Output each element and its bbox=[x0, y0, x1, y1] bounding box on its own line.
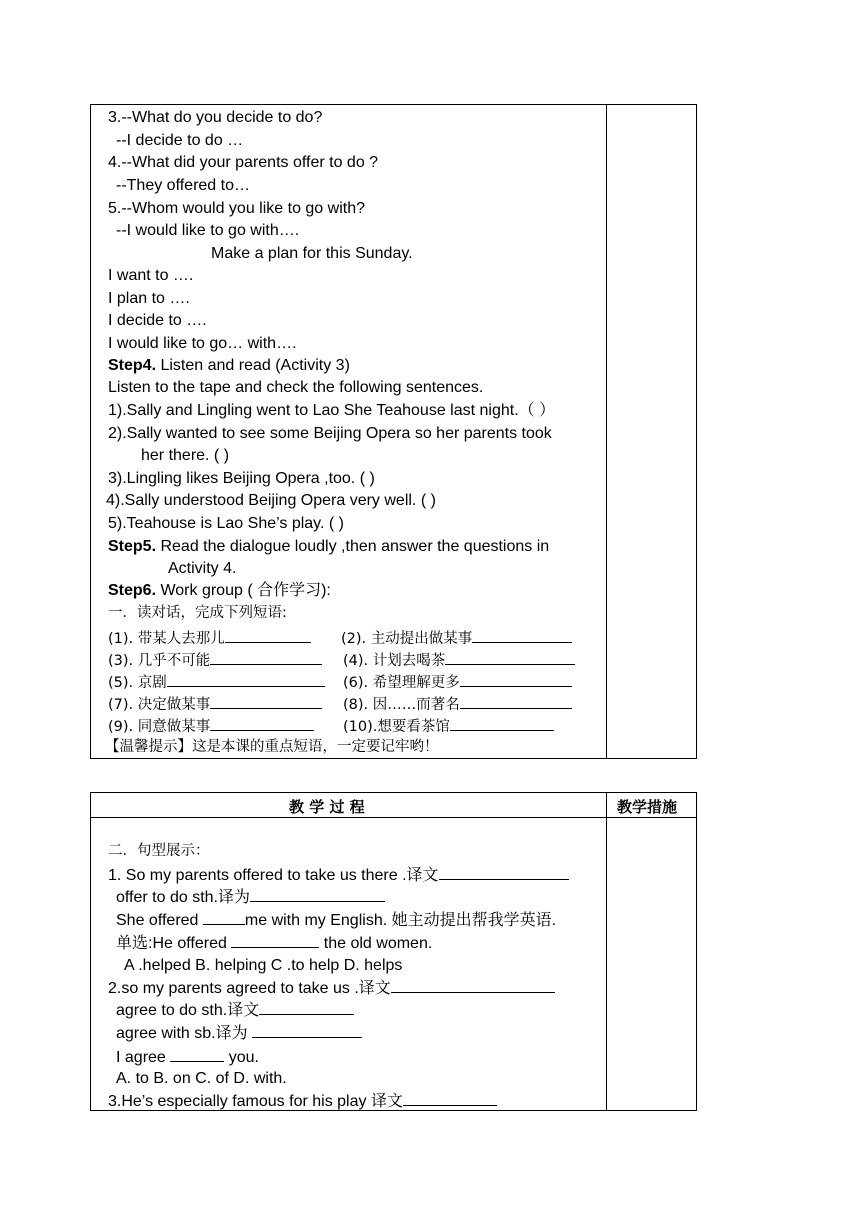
check-sentence: 5).Teahouse is Lao She’s play. ( ) bbox=[108, 515, 344, 532]
check-sentence: 3).Lingling likes Beijing Opera ,too. ( ) bbox=[108, 470, 375, 487]
phrase-text: (9). 同意做某事 bbox=[108, 719, 211, 735]
question-4: 4.--What did your parents offer to do ? bbox=[108, 154, 379, 171]
plan-heading: Make a plan for this Sunday. bbox=[211, 245, 413, 262]
header-teaching-process: 教 学 过 程 bbox=[289, 798, 365, 816]
tip-text: 【温馨提示】这是本课的重点短语，一定要记牢哟！ bbox=[105, 739, 439, 755]
answer-blank[interactable] bbox=[472, 627, 572, 643]
check-sentence: 4).Sally understood Beijing Opera very well. ( ) bbox=[106, 492, 436, 509]
header-divider bbox=[91, 817, 696, 818]
phrase-text: (3). 几乎不可能 bbox=[108, 653, 211, 669]
plan-line: I plan to …. bbox=[108, 290, 190, 307]
sentence-text: 单选:He offered bbox=[116, 935, 232, 952]
answer-blank[interactable] bbox=[231, 932, 319, 948]
plan-line: I would like to go… with…. bbox=[108, 335, 297, 352]
section-title: 二．句型展示： bbox=[108, 843, 210, 859]
phrase-text: (4). 计划去喝茶 bbox=[343, 653, 446, 669]
answer-4: --They offered to… bbox=[116, 177, 250, 194]
step5-cont: Activity 4. bbox=[168, 560, 237, 577]
sentence-line bbox=[116, 1022, 362, 1044]
sentence-line bbox=[116, 1046, 259, 1068]
check-sentence: 2).Sally wanted to see some Beijing Opera so her parents took bbox=[108, 425, 552, 442]
step5-text: Read the dialogue loudly ,then answer the questions in bbox=[160, 538, 550, 555]
answer-blank[interactable] bbox=[403, 1090, 497, 1106]
sentence-text: 3.He’s especially famous for his play 译文 bbox=[108, 1093, 403, 1110]
sentence-text: the old women. bbox=[323, 935, 433, 952]
sentence-text: you. bbox=[228, 1049, 259, 1066]
answer-blank[interactable] bbox=[439, 864, 569, 880]
phrase-text: (10).想要看茶馆 bbox=[343, 719, 450, 735]
phrase-item bbox=[343, 715, 554, 737]
step5-label: Step5. bbox=[108, 538, 157, 555]
sentence-text: I agree bbox=[116, 1049, 171, 1066]
answer-blank[interactable] bbox=[170, 1046, 224, 1062]
step4-line bbox=[108, 356, 350, 376]
sentence-line bbox=[116, 886, 385, 908]
phrase-item bbox=[108, 671, 325, 693]
lesson-table-top bbox=[90, 104, 697, 759]
answer-blank[interactable] bbox=[445, 649, 575, 665]
plan-line: I decide to …. bbox=[108, 312, 207, 329]
phrase-item bbox=[108, 649, 322, 671]
sentence-text: She offered bbox=[116, 912, 203, 929]
step6-line bbox=[108, 581, 331, 601]
plan-line: I want to …. bbox=[108, 267, 194, 284]
phrase-item bbox=[108, 715, 314, 737]
phrase-text: (8). 因……而著名 bbox=[343, 697, 460, 713]
column-divider bbox=[606, 793, 607, 1110]
step4-text: Listen and read (Activity 3) bbox=[160, 357, 350, 374]
check-sentence: 1).Sally and Lingling went to Lao She Teahouse last night.（ ） bbox=[108, 402, 556, 419]
step4-label: Step4. bbox=[108, 357, 157, 374]
step5-line bbox=[108, 537, 549, 557]
phrase-text: (1). 带某人去那儿 bbox=[108, 631, 225, 647]
answer-blank[interactable] bbox=[460, 671, 572, 687]
phrase-text: (6). 希望理解更多 bbox=[343, 675, 460, 691]
sentence-text: offer to do sth.译为 bbox=[116, 889, 250, 906]
sentence-text: me with my English. 她主动提出帮我学英语. bbox=[244, 912, 557, 929]
sentence-line bbox=[116, 909, 556, 931]
question-3: 3.--What do you decide to do? bbox=[108, 109, 323, 126]
answer-3: --I decide to do … bbox=[116, 132, 244, 149]
column-divider bbox=[606, 105, 607, 758]
answer-blank[interactable] bbox=[259, 999, 354, 1015]
phrase-text: (7). 决定做某事 bbox=[108, 697, 211, 713]
sentence-text: 2.so my parents agreed to take us .译文 bbox=[108, 980, 391, 997]
answer-blank[interactable] bbox=[210, 715, 314, 731]
sentence-line bbox=[108, 977, 555, 999]
step6-text: Work group ( 合作学习): bbox=[160, 582, 331, 599]
phrase-item bbox=[343, 649, 575, 671]
sentence-text: agree with sb.译为 bbox=[116, 1025, 253, 1042]
answer-blank[interactable] bbox=[167, 671, 325, 687]
answer-blank[interactable] bbox=[252, 1022, 362, 1038]
phrase-task: 一．读对话，完成下列短语: bbox=[108, 605, 287, 621]
answer-blank[interactable] bbox=[460, 693, 572, 709]
sentence-line bbox=[116, 932, 432, 954]
sentence-text: agree to do sth.译文 bbox=[116, 1002, 260, 1019]
phrase-item bbox=[341, 627, 572, 649]
answer-blank[interactable] bbox=[391, 977, 555, 993]
answer-blank[interactable] bbox=[210, 693, 322, 709]
header-teaching-measures: 教学措施 bbox=[617, 798, 678, 816]
answer-blank[interactable] bbox=[250, 886, 385, 902]
instruction: Listen to the tape and check the following sentences. bbox=[108, 379, 484, 396]
phrase-item bbox=[343, 671, 572, 693]
answer-blank[interactable] bbox=[225, 627, 311, 643]
answer-5: --I would like to go with…. bbox=[116, 222, 300, 239]
phrase-text: (5). 京剧 bbox=[108, 675, 167, 691]
choice-options: A. to B. on C. of D. with. bbox=[116, 1070, 287, 1087]
sentence-text: 1. So my parents offered to take us there .译文 bbox=[108, 867, 439, 884]
sentence-line bbox=[116, 999, 354, 1021]
answer-blank[interactable] bbox=[203, 909, 245, 925]
phrase-item bbox=[108, 627, 311, 649]
check-sentence-cont: her there. ( ) bbox=[141, 447, 230, 464]
sentence-line bbox=[108, 1090, 497, 1112]
choice-options: A .helped B. helping C .to help D. helps bbox=[124, 957, 403, 974]
sentence-line bbox=[108, 864, 569, 886]
answer-blank[interactable] bbox=[450, 715, 554, 731]
step6-label: Step6. bbox=[108, 582, 157, 599]
question-5: 5.--Whom would you like to go with? bbox=[108, 200, 365, 217]
phrase-item bbox=[343, 693, 572, 715]
phrase-item bbox=[108, 693, 322, 715]
phrase-text: (2). 主动提出做某事 bbox=[341, 631, 473, 647]
answer-blank[interactable] bbox=[210, 649, 322, 665]
lesson-table-bottom bbox=[90, 792, 697, 1111]
